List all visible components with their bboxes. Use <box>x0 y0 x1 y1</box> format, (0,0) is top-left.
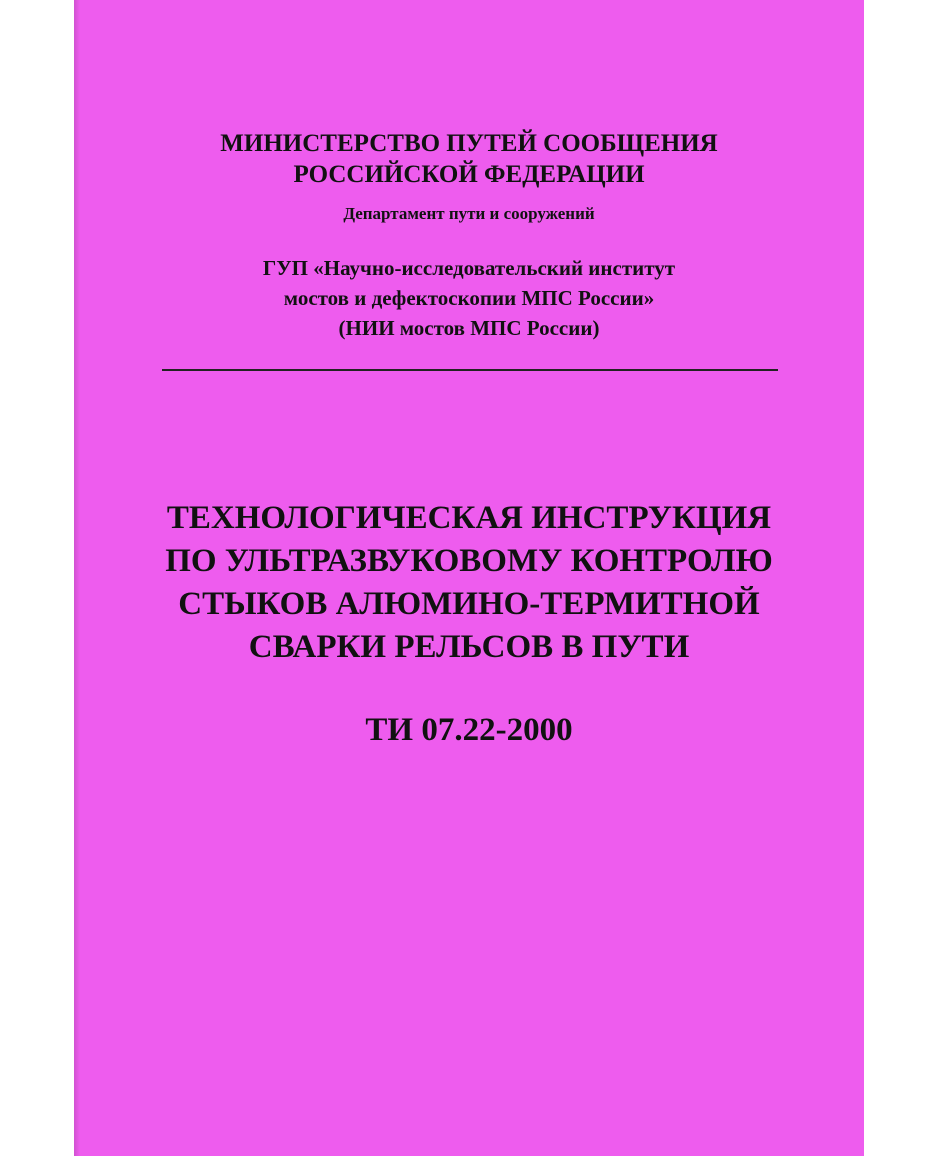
institute-line-1: ГУП «Научно-исследовательский институт <box>262 256 676 280</box>
institute-block <box>74 253 864 343</box>
book-cover <box>74 0 864 1156</box>
ministry-line-2: РОССИЙСКОЙ ФЕДЕРАЦИИ <box>293 161 645 188</box>
institute-line-2: мостов и дефектоскопии МПС России» <box>283 286 655 310</box>
title-line-2: ПО УЛЬТРАЗВУКОВОМУ КОНТРОЛЮ <box>165 543 773 579</box>
document-title <box>74 497 864 669</box>
institute-line-3: (НИИ мостов МПС России) <box>338 316 600 340</box>
department-name: Департамент пути и сооружений <box>343 204 595 223</box>
document-code: ТИ 07.22-2000 <box>365 712 573 748</box>
horizontal-divider <box>162 369 778 371</box>
title-line-3: СТЫКОВ АЛЮМИНО-ТЕРМИТНОЙ <box>178 586 760 622</box>
ministry-line-1: МИНИСТЕРСТВО ПУТЕЙ СООБЩЕНИЯ <box>220 130 718 157</box>
title-line-1: ТЕХНОЛОГИЧЕСКАЯ ИНСТРУКЦИЯ <box>166 500 772 536</box>
title-line-4: СВАРКИ РЕЛЬСОВ В ПУТИ <box>248 629 690 665</box>
ministry-heading <box>74 128 864 190</box>
